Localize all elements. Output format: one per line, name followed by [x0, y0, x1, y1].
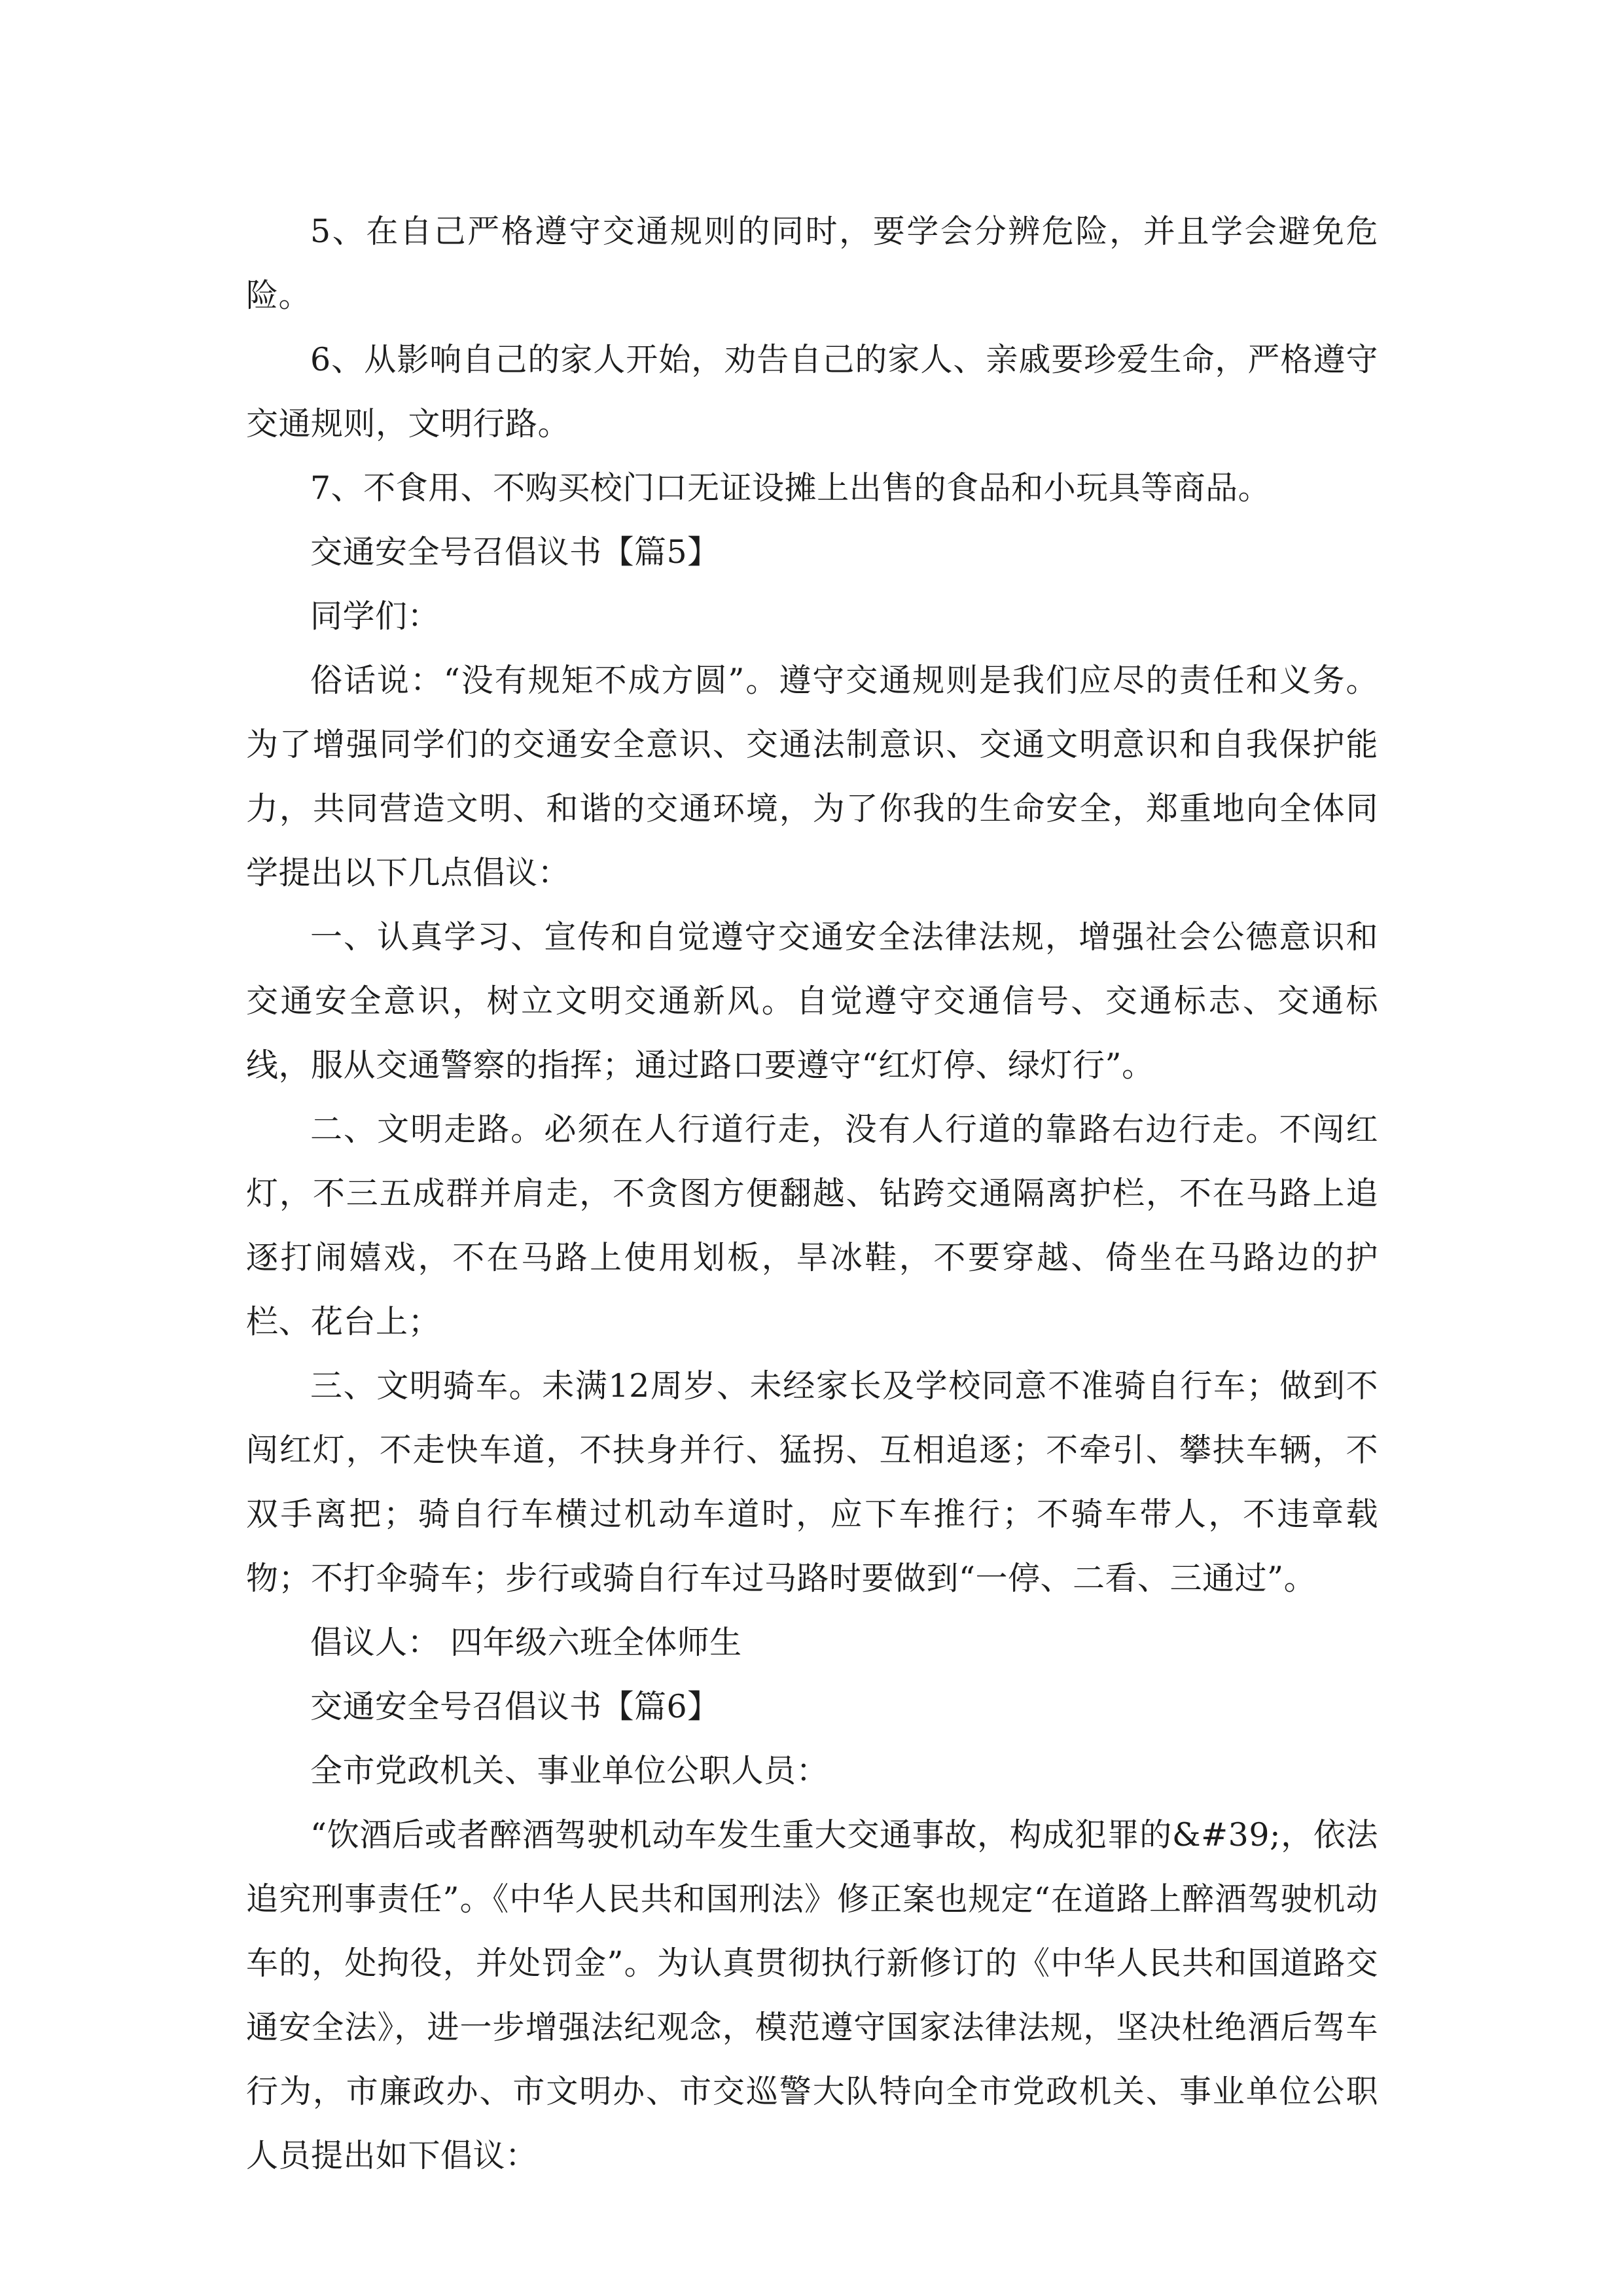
proposal-1-paragraph: 一、认真学习、宣传和自觉遵守交通安全法律法规，增强社会公德意识和交通安全意识，树立文明交通新风。自觉遵守交通信号、交通标志、交通标线，服从交通警察的指挥；通过路口要遵守“红灯停、绿灯行”。	[246, 918, 1378, 1084]
proposal-3-paragraph: 三、文明骑车。未满12周岁、未经家长及学校同意不准骑自行车；做到不闯红灯，不走快车道，不扶身并行、猛拐、互相追逐；不牵引、攀扶车辆，不双手离把；骑自行车横过机动车道时，应下车推行；不骑车带人，不违章载物；不打伞骑车；步行或骑自行车过马路时要做到“一停、二看、三通过”。	[246, 1367, 1378, 1597]
item-6-paragraph: 6、从影响自己的家人开始，劝告自己的家人、亲戚要珍爱生命，严格遵守交通规则，文明行路。	[246, 341, 1378, 442]
section-5-heading: 交通安全号召倡议书【篇5】	[310, 533, 720, 571]
section-6-heading: 交通安全号召倡议书【篇6】	[310, 1688, 720, 1725]
law-quote-paragraph: “饮酒后或者醉酒驾驶机动车发生重大交通事故，构成犯罪的&#39;，依法追究刑事责任”。《中华人民共和国刑法》修正案也规定“在道路上醉酒驾驶机动车的，处拘役，并处罚金”。为认真贯彻执行新修订的《中华人民共和国道路交通安全法》，进一步增强法纪观念，模范遵守国家法律法规，坚决杜绝酒后驾车行为，市廉政办、市文明办、市交巡警大队特向全市党政机关、事业单位公职人员提出如下倡议：	[246, 1816, 1378, 2174]
item-7-paragraph: 7、不食用、不购买校门口无证设摊上出售的食品和小玩具等商品。	[310, 469, 1271, 507]
salutation-officials: 全市党政机关、事业单位公职人员：	[310, 1752, 829, 1789]
item-5-paragraph: 5、在自己严格遵守交通规则的同时，要学会分辨危险，并且学会避免危险。	[246, 213, 1378, 314]
salutation-students: 同学们：	[310, 598, 440, 635]
signatory-line: 倡议人： 四年级六班全体师生	[310, 1624, 742, 1661]
proposal-2-paragraph: 二、文明走路。必须在人行道行走，没有人行道的靠路右边行走。不闯红灯，不三五成群并肩走，不贪图方便翻越、钻跨交通隔离护栏，不在马路上追逐打闹嬉戏，不在马路上使用划板，旱冰鞋，不要穿越、倚坐在马路边的护栏、花台上；	[246, 1111, 1378, 1340]
document-body	[246, 200, 1378, 2188]
intro-paragraph: 俗话说：“没有规矩不成方圆”。遵守交通规则是我们应尽的责任和义务。为了增强同学们的交通安全意识、交通法制意识、交通文明意识和自我保护能力，共同营造文明、和谐的交通环境，为了你我的生命安全，郑重地向全体同学提出以下几点倡议：	[246, 662, 1378, 891]
